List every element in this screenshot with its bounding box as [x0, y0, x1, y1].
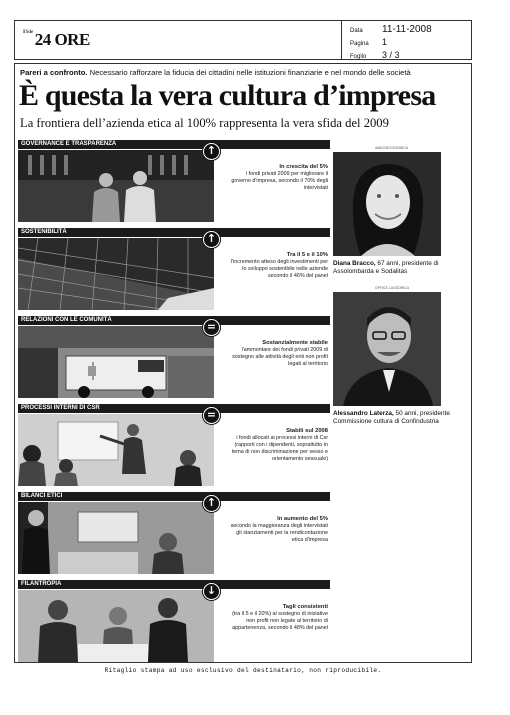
arrow-down-icon: ↓ — [203, 583, 220, 600]
photo-governance — [18, 150, 214, 222]
meta-panel — [341, 21, 473, 59]
section-stat: Stabili sul 2008 i fondi allocati ai processi interni di Csr (rapporti con i dipendenti, soprattutto in tema di non discriminazione per sesso e orientamento sessuale) — [231, 428, 328, 462]
subheadline: La frontiera dell’azienda etica al 100% rappresenta la vera sfida del 2009 — [20, 116, 389, 130]
headline: È questa la vera cultura d’impresa — [19, 79, 436, 112]
masthead-small: Il Sole — [23, 30, 33, 35]
equal-icon: = — [203, 407, 220, 424]
section-sostenibilita — [18, 228, 330, 310]
section-governance — [18, 140, 330, 222]
photo-solar-panels — [18, 238, 214, 310]
photo-charity — [18, 590, 214, 662]
meta-page: Pagina 1 — [350, 37, 388, 47]
section-label: RELAZIONI CON LE COMUNITÀ — [18, 316, 330, 325]
portrait-diana-bracco — [333, 152, 441, 256]
photo-meeting — [18, 414, 214, 486]
photo-credit: IMAGOECONOMICA — [375, 146, 409, 150]
section-label: SOSTENIBILITÀ — [18, 228, 330, 237]
header-box — [14, 20, 472, 60]
section-label: GOVERNANCE E TRASPARENZA — [18, 140, 330, 149]
masthead-name: 24 ORE — [34, 30, 90, 49]
footer-notice: Ritaglio stampa ad uso esclusivo del destinatario, non riproducibile. — [104, 667, 382, 674]
photo-office — [18, 502, 214, 574]
caption-diana-bracco: Diana Bracco, 67 anni, presidente di Assolombarda e Sodalitas — [333, 260, 439, 275]
section-label: FILANTROPIA — [18, 580, 330, 589]
section-stat: In aumento del 5% secondo la maggioranza degli intervistati gli stanziamenti per la rendicontazione etica d'impresa — [230, 516, 328, 543]
arrow-up-icon: ↑ — [203, 495, 220, 512]
meta-sheet: Foglio 3 / 3 — [350, 50, 400, 60]
section-bilanci — [18, 492, 330, 574]
section-comunita — [18, 316, 330, 398]
kicker: Pareri a confronto. Necessario rafforzare la fiducia dei cittadini nelle istituzioni finanziarie e nel mondo delle società — [20, 68, 411, 77]
section-stat: In crescita del 5% i fondi privati 2009 per migliorare il governo d'impresa, secondo il 70% degli intervistati — [231, 164, 328, 191]
photo-credit: OFFICE LUSSORICA — [375, 286, 410, 290]
section-stat: Tra il 5 e il 10% l'incremento atteso degli investimenti per lo sviluppo sostenibile nelle aziende secondo il 46% del panel — [230, 252, 328, 279]
section-stat: Tagli consistenti (tra il 5 e il 20%) al sostegno di iniziative non profit non legate al territorio di appartenenza, secondo il 48% del panel — [232, 604, 328, 631]
arrow-up-icon: ↑ — [203, 231, 220, 248]
arrow-up-icon: ↑ — [203, 143, 220, 160]
section-csr — [18, 404, 330, 486]
section-stat: Sostanzialmente stabile l'ammontare dei fondi privati 2009 di sostegno alle attività degli enti non profit legati al territorio — [232, 340, 328, 367]
caption-alessandro-laterza: Alessandro Laterza, 50 anni, presidente Commissione cultura di Confindustria — [333, 410, 450, 425]
masthead-logo — [23, 30, 90, 50]
meta-date: Data 11-11-2008 — [350, 24, 432, 35]
article-clipping — [14, 63, 472, 663]
section-filantropia — [18, 580, 330, 662]
section-label: PROCESSI INTERNI DI CSR — [18, 404, 330, 413]
photo-ambulance — [18, 326, 214, 398]
section-label: BILANCI ETICI — [18, 492, 330, 501]
equal-icon: = — [203, 319, 220, 336]
portrait-alessandro-laterza — [333, 292, 441, 406]
